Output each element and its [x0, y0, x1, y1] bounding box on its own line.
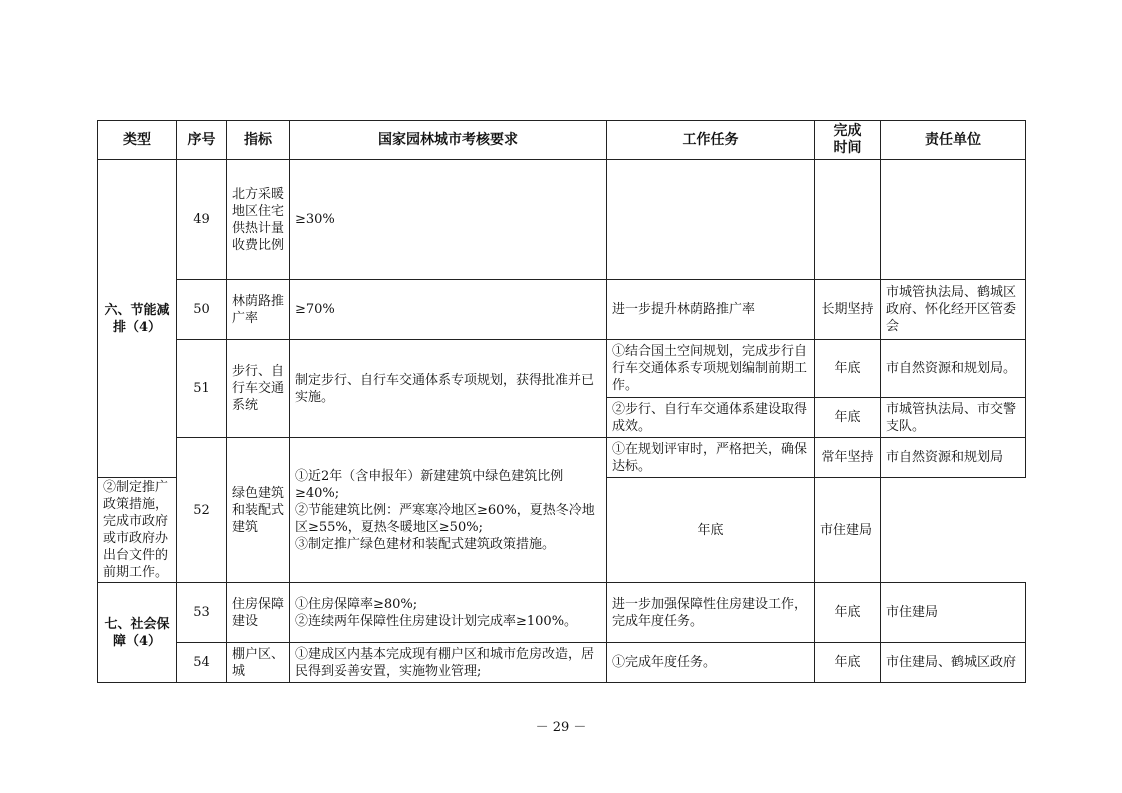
task-cell: ①结合国土空间规划，完成步行自行车交通体系专项规划编制前期工作。: [607, 340, 815, 398]
requirement-cell: [290, 583, 607, 643]
task-cell: ②步行、自行车交通体系建设取得成效。: [607, 398, 815, 438]
category-energy-saving: 六、节能减排（4）: [98, 160, 177, 478]
requirement-cell: [290, 438, 607, 583]
indicator-cell: 住房保障建设: [227, 583, 290, 643]
time-cell: 年底: [607, 478, 815, 583]
time-cell: [815, 160, 881, 280]
row-number: 50: [177, 280, 227, 340]
time-cell: 长期坚持: [815, 280, 881, 340]
task-cell: ①在规划评审时，严格把关，确保达标。: [607, 438, 815, 478]
time-cell: 年底: [815, 398, 881, 438]
header-number: 序号: [177, 121, 227, 160]
row-number: 49: [177, 160, 227, 280]
unit-cell: 市住建局: [815, 478, 881, 583]
task-cell: [607, 160, 815, 280]
requirement-item: ①住房保障率≥80%;: [295, 596, 418, 612]
requirement-cell: 制定步行、自行车交通体系专项规划，获得批准并已实施。: [290, 340, 607, 438]
requirement-item: ②连续两年保障性住房建设计划完成率≥100%。: [295, 613, 578, 629]
indicator-cell: 绿色建筑和装配式建筑: [227, 438, 290, 583]
unit-cell: [881, 160, 1026, 280]
row-number: 51: [177, 340, 227, 438]
row-number: 52: [177, 438, 227, 583]
unit-cell: 市住建局: [881, 583, 1026, 643]
unit-cell: 市自然资源和规划局。: [881, 340, 1026, 398]
header-requirement: 国家园林城市考核要求: [290, 121, 607, 160]
row-number: 53: [177, 583, 227, 643]
time-cell: 年底: [815, 643, 881, 683]
requirement-item: ③制定推广绿色建材和装配式建筑政策措施。: [295, 536, 556, 552]
header-row: [98, 121, 1026, 160]
header-time: [815, 121, 881, 160]
indicator-cell: 北方采暖地区住宅供热计量收费比例: [227, 160, 290, 280]
header-time-line-2: 时间: [833, 140, 862, 156]
header-time-line-1: 完成: [833, 123, 862, 139]
table-row: [98, 340, 1026, 398]
header-type: 类型: [98, 121, 177, 160]
requirement-item: ②节能建筑比例：严寒寒冷地区≥60%，夏热冬冷地区≥55%，夏热冬暖地区≥50%;: [295, 502, 595, 535]
table-row: [98, 280, 1026, 340]
header-unit: 责任单位: [881, 121, 1026, 160]
time-cell: 年底: [815, 340, 881, 398]
requirement-cell: ①建成区内基本完成现有棚户区和城市危房改造，居民得到妥善安置，实施物业管理;: [290, 643, 607, 683]
table-row: [98, 643, 1026, 683]
task-cell: 进一步加强保障性住房建设工作，完成年度任务。: [607, 583, 815, 643]
category-social-security: 七、社会保障（4）: [98, 583, 177, 683]
task-cell: ①完成年度任务。: [607, 643, 815, 683]
indicator-cell: 棚户区、城: [227, 643, 290, 683]
header-task: 工作任务: [607, 121, 815, 160]
table-row: [98, 583, 1026, 643]
requirement-cell: ≥30%: [290, 160, 607, 280]
requirement-item: ①近2年（含申报年）新建建筑中绿色建筑比例≥40%;: [295, 468, 564, 501]
header-indicator: 指标: [227, 121, 290, 160]
row-number: 54: [177, 643, 227, 683]
assessment-table: [97, 120, 1026, 683]
task-cell: 进一步提升林荫路推广率: [607, 280, 815, 340]
unit-cell: 市城管执法局、鹤城区政府、怀化经开区管委会: [881, 280, 1026, 340]
unit-cell: 市住建局、鹤城区政府: [881, 643, 1026, 683]
time-cell: 年底: [815, 583, 881, 643]
page-number: － 29 －: [535, 720, 587, 735]
indicator-cell: 步行、自行车交通系统: [227, 340, 290, 438]
indicator-cell: 林荫路推广率: [227, 280, 290, 340]
unit-cell: 市城管执法局、市交警支队。: [881, 398, 1026, 438]
table-row: [98, 438, 1026, 478]
unit-cell: 市自然资源和规划局: [881, 438, 1026, 478]
task-cell: ②制定推广政策措施，完成市政府或市政府办出台文件的前期工作。: [98, 478, 177, 583]
table-row: [98, 160, 1026, 280]
time-cell: 常年坚持: [815, 438, 881, 478]
requirement-cell: ≥70%: [290, 280, 607, 340]
